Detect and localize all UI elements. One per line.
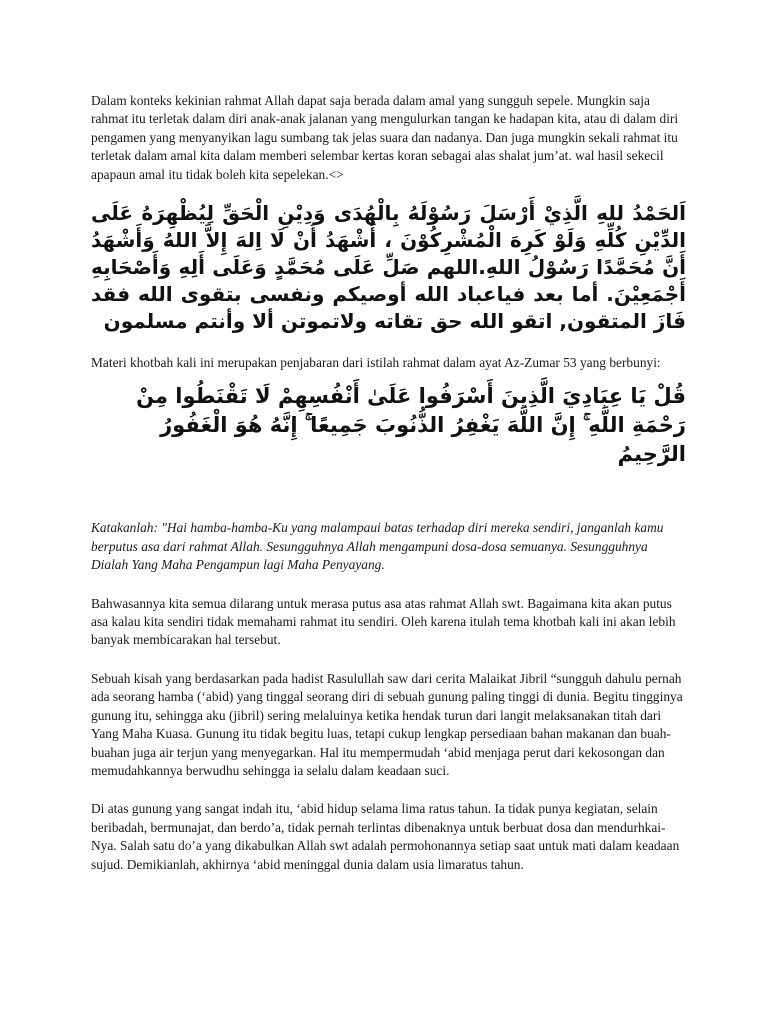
paragraph-gunung: Di atas gunung yang sangat indah itu, ‘abid hidup selama lima ratus tahun. Ia tidak punya kegiatan, selain beribadah, bermunajat, dan berdo’a, tidak pernah terlintas dibenaknya untuk berbuat dosa dan mendurhkai-Nya. Salah satu do’a yang dikabulkan Allah swt adalah permohonannya setiap saat untuk mati dalam keadaan sujud. Demikianlah, akhirnya ‘abid meninggal dunia dalam usia limaratus tahun. xyxy=(91,801,680,872)
materi-paragraph: Materi khotbah kali ini merupakan penjabaran dari istilah rahmat dalam ayat Az-Zumar 53 yang berbunyi: xyxy=(91,355,661,371)
arabic-verse-az-zumar-53: قُلْ يَا عِبَادِيَ الَّذِينَ أَسْرَفُوا عَلَىٰ أَنْفُسِهِمْ لَا تَقْنَطُوا مِنْ رَحْمَةِ اللَّهِ ۚ إِنَّ اللَّهَ يَغْفِرُ الذُّنُوبَ جَمِيعًا ۚ إِنَّهُ هُوَ الْغَفُورُ الرَّحِيمُ xyxy=(136,384,686,467)
verse-translation-paragraph: Katakanlah: "Hai hamba-hamba-Ku yang malampaui batas terhadap diri mereka sendiri, janganlah kamu berputus asa dari rahmat Allah. Sesungguhnya Allah mengampuni dosa-dosa semuanya. Sesungguhnya Dialah Yang Maha Pengampun lagi Maha Penyayang. xyxy=(91,520,664,573)
document-page xyxy=(91,92,686,874)
paragraph-kisah: Sebuah kisah yang berdasarkan pada hadist Rasulullah saw dari cerita Malaikat Jibril “sungguh dahulu pernah ada seorang hamba (‘abid) yang tinggal seorang diri di sebuah gunung paling tinggi di dunia. Begitu tingginya gunung itu, sehingga aku (jibril) sering melaluinya ketika hendak turun dari langit melaksanakan titah dari Yang Maha Kuasa. Gunung itu tidak begitu luas, tetapi cukup lengkap persediaan bahan makanan dan buah-buahan juga air terjun yang menyegarkan. Hal itu mempermudah ‘abid menjaga perut dari kekosongan dan memudahkannya berwudhu sehingga ia selalu dalam keadaan suci. xyxy=(91,670,683,778)
intro-paragraph: Dalam konteks kekinian rahmat Allah dapat saja berada dalam amal yang sungguh sepele. Mungkin saja rahmat itu terletak dalam diri anak-anak jalanan yang mengulurkan tangan ke hadapan kita, atau di dalam diri pengamen yang menyanyikan lagu sumbang tak jelas suara dan nadanya. Dan juga mungkin sekali rahmat itu terletak dalam amal kita dalam memberi selembar kertas koran sebagai alas shalat jum’at. wal hasil sekecil apapaun amal itu tidak boleh kita sepelekan.<> xyxy=(91,93,679,182)
arabic-opening-prayer: اَلحَمْدُ للهِ الَّذِيْ أَرْسَلَ رَسُوْلَهُ بِالْهُدَى وَدِيْنِ الْحَقِّ لِيُظْهِرَهُ عَلَى الدِّيْنِ كُلِّهِ وَلَوْ كَرِهَ الْمُشْرِكُوْنَ ، أَشْهَدُ أَنْ لَا اِلهَ إِلاَّ اللهُ وَأَشْهَدُ أَنَّ مُحَمَّدًا رَسُوْلُ اللهِ.اللهم صَلِّ عَلَى مُحَمَّدٍ وَعَلَى أَلِهِ وَأَصْحَابِهِ أَجْمَعِيْنَ. أما بعد فياعباد الله أوصيكم ونفسى بتقوى الله فقد فَازَ المتقون, اتقو الله حق تقاته ولاتموتن ألا وأنتم مسلمون xyxy=(91,201,686,334)
paragraph-bahwasannya: Bahwasannya kita semua dilarang untuk merasa putus asa atas rahmat Allah swt. Bagaimana kita akan putus asa kalau kita sendiri tidak memahami rahmat itu sendiri. Oleh karena itulah tema khotbah kali ini akan lebih banyak membicarakan hal tersebut. xyxy=(91,595,676,648)
